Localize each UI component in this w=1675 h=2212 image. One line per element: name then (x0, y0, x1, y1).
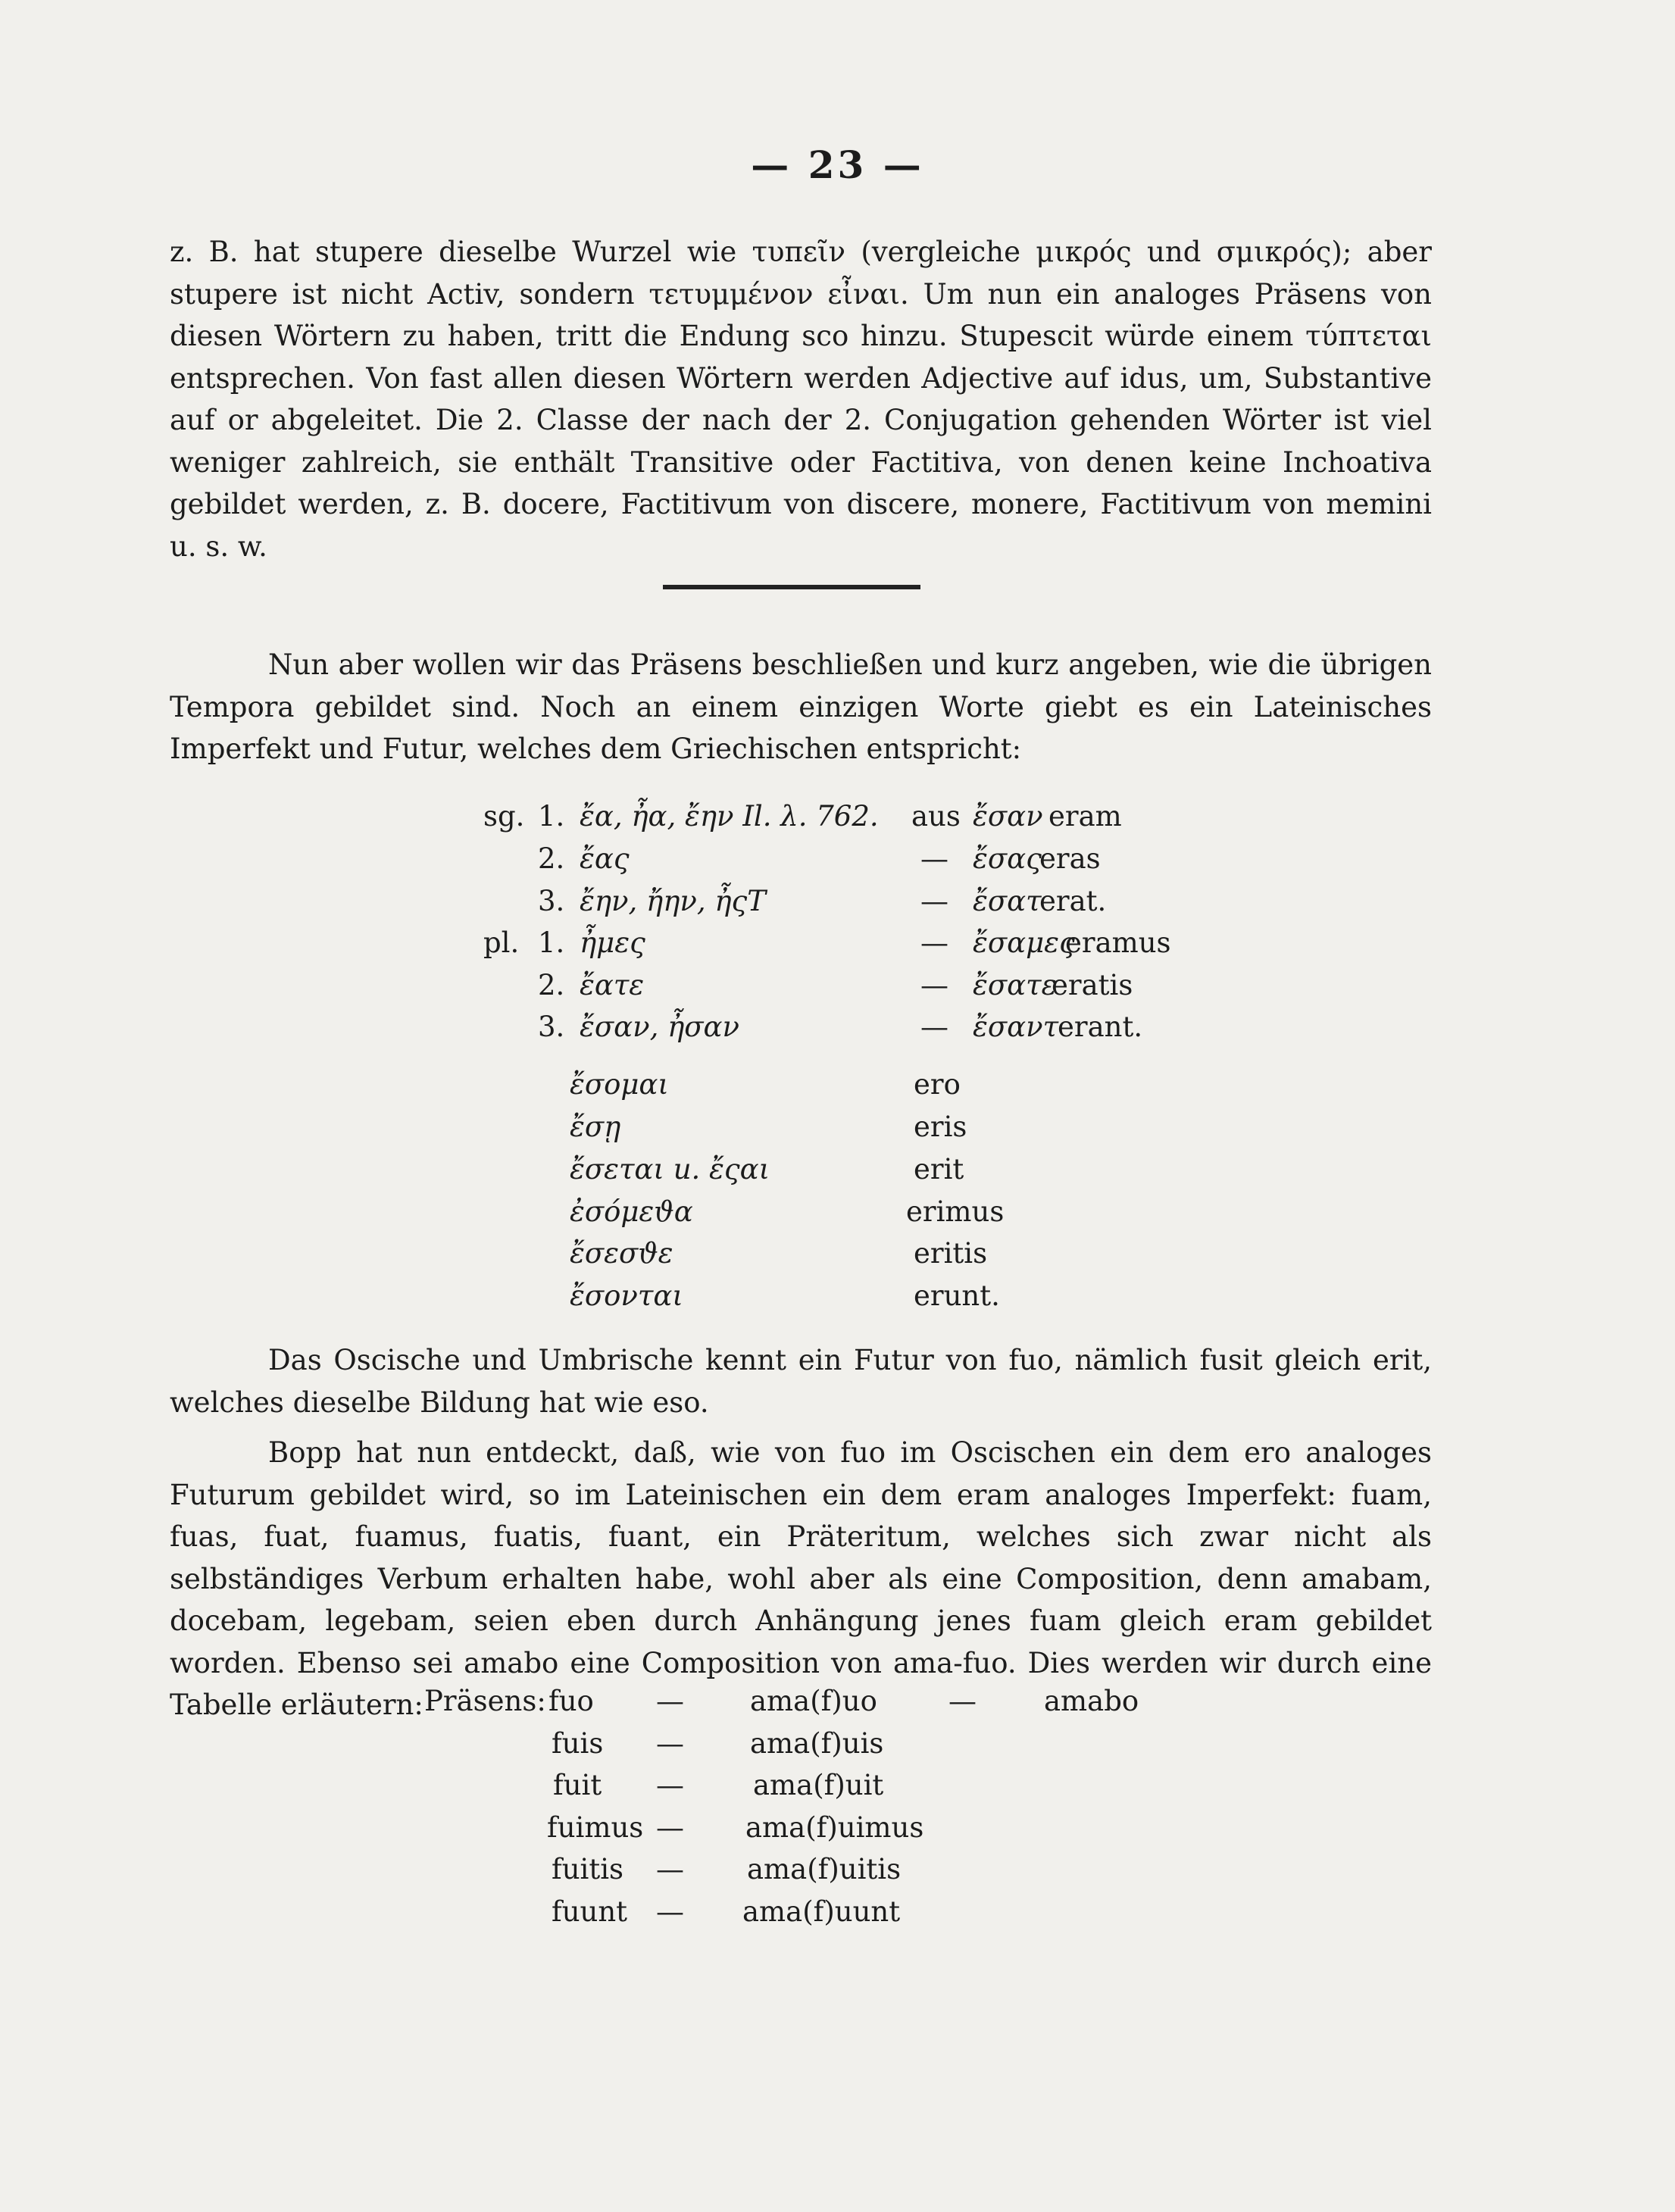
section-divider (663, 585, 920, 589)
praesens-sep: — (656, 1853, 684, 1886)
imperfect-greek-form: ἔσαμες (973, 926, 1075, 959)
imperfect-num: 3. (538, 1011, 565, 1043)
praesens-compound: ama(f)uitis (747, 1853, 902, 1886)
imperfect-latin: eramus (1065, 926, 1171, 959)
praesens-fuo: fuitis (552, 1853, 624, 1886)
praesens-sep: — (656, 1685, 684, 1717)
future-greek: ἔσεσϑε (570, 1237, 673, 1270)
future-latin: eris (914, 1111, 967, 1143)
imperfect-greek: ἔατε (580, 969, 645, 1001)
imperfect-greek: ἦμες (580, 926, 645, 959)
imperfect-greek: ἔας (580, 842, 630, 875)
praesens-fuo: fuo (548, 1685, 594, 1717)
imperfect-sep: aus (911, 800, 961, 833)
page-number: — 23 — (751, 142, 924, 187)
imperfect-greek-form: ἔσατ (973, 885, 1042, 917)
imperfect-greek: ἔα, ἦα, ἔην Il. λ. 762. (580, 800, 879, 833)
sg-label: sg. (483, 800, 525, 833)
future-greek: ἔσεται u. ἔςαι (570, 1153, 770, 1186)
imperfect-greek: ἔσαν, ἦσαν (580, 1011, 740, 1043)
praesens-compound: ama(f)uunt (742, 1895, 901, 1928)
praesens-compound: ama(f)uo (750, 1685, 877, 1717)
imperfect-greek: ἔην, ἤην, ἦςT (580, 885, 766, 917)
imperfect-latin: erat. (1039, 885, 1107, 917)
imperfect-latin: eram (1048, 800, 1122, 833)
praesens-sep: — (656, 1811, 684, 1844)
imperfect-sep: — (920, 842, 948, 875)
praesens-fuo: fuis (552, 1727, 604, 1760)
praesens-sep: — (656, 1895, 684, 1928)
paragraph-3: Das Oscische und Umbrische kennt ein Futur von fuo, nämlich fusit gleich erit, welches dieselbe Bildung hat wie eso. (170, 1344, 1432, 1419)
imperfect-latin: erant. (1058, 1011, 1143, 1043)
imperfect-num: 2. (538, 969, 565, 1001)
future-latin: ero (914, 1068, 961, 1101)
praesens-sep: — (948, 1685, 977, 1717)
imperfect-latin: eras (1039, 842, 1101, 875)
pl-label: pl. (483, 926, 520, 959)
praesens-fuo: fuit (553, 1769, 602, 1801)
imperfect-sep: — (920, 969, 948, 1001)
future-latin: erunt. (914, 1279, 1000, 1312)
praesens-compound: ama(f)uimus (745, 1811, 924, 1844)
future-greek: ἔσομαι (570, 1068, 669, 1101)
praesens-fuo: fuunt (552, 1895, 628, 1928)
imperfect-num: 1. (538, 800, 565, 833)
imperfect-num: 2. (538, 842, 565, 875)
future-greek: ἐσόμεϑα (570, 1195, 693, 1228)
imperfect-num: 3. (538, 885, 565, 917)
future-latin: erit (914, 1153, 964, 1186)
praesens-compound: ama(f)uit (753, 1769, 884, 1801)
paragraph-4: Bopp hat nun entdeckt, daß, wie von fuo im Oscischen ein dem ero analoges Futurum gebildet wird, so im Lateinischen ein dem eram analoges Imperfekt: fuam, fuas, fuat, fuamus, fuatis, fuant, ein Präteritum, welches sich zwar nicht als selbständiges Verbum erhalten habe, wohl aber als eine Composition, denn amabam, docebam, legebam, seien eben durch Anhängung jenes fuam gleich eram gebildet worden. Ebenso sei amabo eine Composition von ama-fuo. Dies werden wir durch eine Tabelle erläutern: (170, 1436, 1432, 1721)
future-latin: erimus (906, 1195, 1005, 1228)
imperfect-greek-form: ἔσας (973, 842, 1042, 875)
imperfect-greek-form: ἔσατε (973, 969, 1057, 1001)
paragraph-2: Nun aber wollen wir das Präsens beschließen und kurz angeben, wie die übrigen Tempora gebildet sind. Noch an einem einzigen Worte giebt es ein Lateinisches Imperfekt und Futur, welches dem Griechischen entspricht: (170, 648, 1432, 765)
imperfect-sep: — (920, 926, 948, 959)
future-greek: ἔσῃ (570, 1111, 621, 1143)
paragraph-1: z. B. hat stupere dieselbe Wurzel wie τυπεῖν (vergleiche μικρός und σμικρός); aber stupere ist nicht Activ, sondern τετυμμένον εἶναι. Um nun ein analoges Präsens von diesen Wörtern zu haben, tritt die Endung sco hinzu. Stupescit würde einem τύπτεται entsprechen. Von fast allen diesen Wörtern werden Adjective auf idus, um, Substantive auf or abgeleitet. Die 2. Classe der nach der 2. Conjugation gehenden Wörter ist viel weniger zahlreich, sie enthält Transitive oder Factitiva, von denen keine Inchoativa gebildet werden, z. B. docere, Factitivum von discere, monere, Factitivum von memini u. s. w. (170, 236, 1432, 563)
imperfect-latin: eratis (1052, 969, 1133, 1001)
imperfect-greek-form: ἔσαν (973, 800, 1043, 833)
praesens-fuo: fuimus (547, 1811, 644, 1844)
praesens-sep: — (656, 1727, 684, 1760)
praesens-compound: ama(f)uis (750, 1727, 884, 1760)
future-greek: ἔσονται (570, 1279, 683, 1312)
praesens-sep: — (656, 1769, 684, 1801)
praesens-label: Präsens: (424, 1685, 546, 1717)
future-latin: eritis (914, 1237, 988, 1270)
praesens-result: amabo (1044, 1685, 1139, 1717)
imperfect-num: 1. (538, 926, 565, 959)
imperfect-sep: — (920, 885, 948, 917)
imperfect-sep: — (920, 1011, 948, 1043)
imperfect-greek-form: ἔσαντ (973, 1011, 1059, 1043)
